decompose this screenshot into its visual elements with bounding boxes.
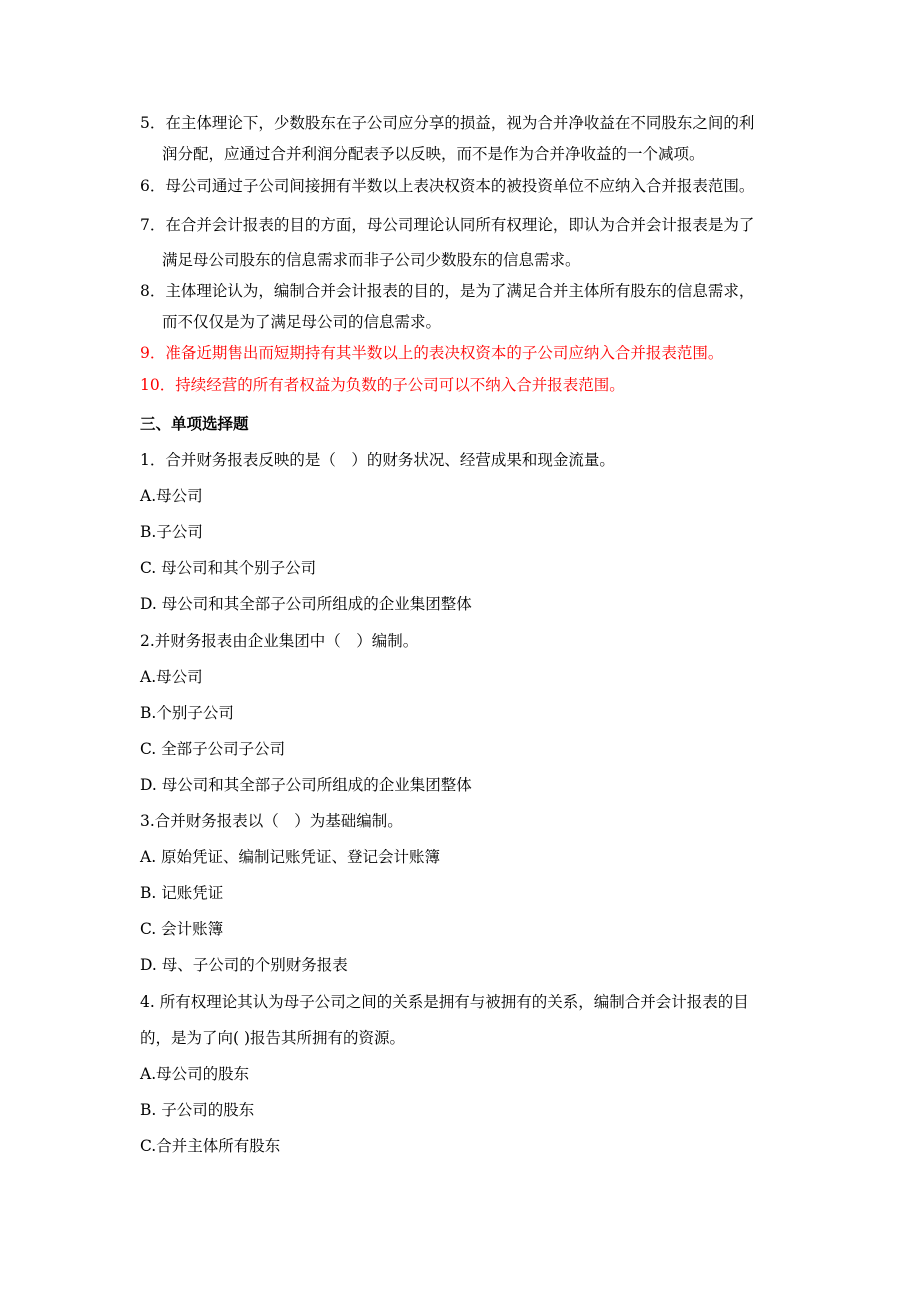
question-1-option-d: D. 母公司和其全部子公司所组成的企业集团整体 xyxy=(140,595,472,613)
question-2-option-c: C. 全部子公司子公司 xyxy=(140,740,286,758)
question-4-option-c: C.合并主体所有股东 xyxy=(140,1137,281,1155)
statement-7-line-2: 满足母公司股东的信息需求而非子公司少数股东的信息需求。 xyxy=(162,251,581,269)
question-3-option-d: D. 母、子公司的个别财务报表 xyxy=(140,956,348,974)
statement-8-line-1: 8．主体理论认为，编制合并会计报表的目的，是为了满足合并主体所有股东的信息需求， xyxy=(140,282,755,300)
question-2-option-b: B.个别子公司 xyxy=(140,704,234,722)
question-1-option-a: A.母公司 xyxy=(140,487,203,505)
statement-7-line-1: 7．在合并会计报表的目的方面，母公司理论认同所有权理论，即认为合并会计报表是为了 xyxy=(140,216,755,234)
question-3-option-c: C. 会计账簿 xyxy=(140,920,224,938)
question-3-option-b: B. 记账凭证 xyxy=(140,884,224,902)
question-1-option-b: B.子公司 xyxy=(140,523,203,541)
question-3-option-a: A. 原始凭证、编制记账凭证、登记会计账簿 xyxy=(140,848,441,866)
statement-5-line-2: 润分配，应通过合并利润分配表予以反映，而不是作为合并净收益的一个减项。 xyxy=(162,145,705,163)
question-4-stem-line-1: 4. 所有权理论其认为母子公司之间的关系是拥有与被拥有的关系，编制合并会计报表的目 xyxy=(140,993,749,1011)
statement-5-line-1: 5．在主体理论下，少数股东在子公司应分享的损益，视为合并净收益在不同股东之间的利 xyxy=(140,114,755,132)
statement-10-line-1: 10．持续经营的所有者权益为负数的子公司可以不纳入合并报表范围。 xyxy=(140,376,625,394)
question-3-stem: 3.合并财务报表以（ ）为基础编制。 xyxy=(140,812,403,830)
question-4-option-b: B. 子公司的股东 xyxy=(140,1101,255,1119)
question-1-stem: 1．合并财务报表反映的是（ ）的财务状况、经营成果和现金流量。 xyxy=(140,451,615,469)
statement-8-line-2: 而不仅仅是为了满足母公司的信息需求。 xyxy=(162,313,442,331)
question-2-stem: 2.并财务报表由企业集团中（ ）编制。 xyxy=(140,632,419,650)
question-2-option-a: A.母公司 xyxy=(140,668,203,686)
question-1-option-c: C. 母公司和其个别子公司 xyxy=(140,559,317,577)
question-2-option-d: D. 母公司和其全部子公司所组成的企业集团整体 xyxy=(140,776,472,794)
question-4-stem-line-2: 的，是为了向( )报告其所拥有的资源。 xyxy=(140,1029,406,1047)
section-heading: 三、单项选择题 xyxy=(140,414,249,433)
statement-6-line-1: 6．母公司通过子公司间接拥有半数以上表决权资本的被投资单位不应纳入合并报表范围。 xyxy=(140,177,755,195)
statement-9-line-1: 9．准备近期售出而短期持有其半数以上的表决权资本的子公司应纳入合并报表范围。 xyxy=(140,344,724,362)
question-4-option-a: A.母公司的股东 xyxy=(140,1065,250,1083)
